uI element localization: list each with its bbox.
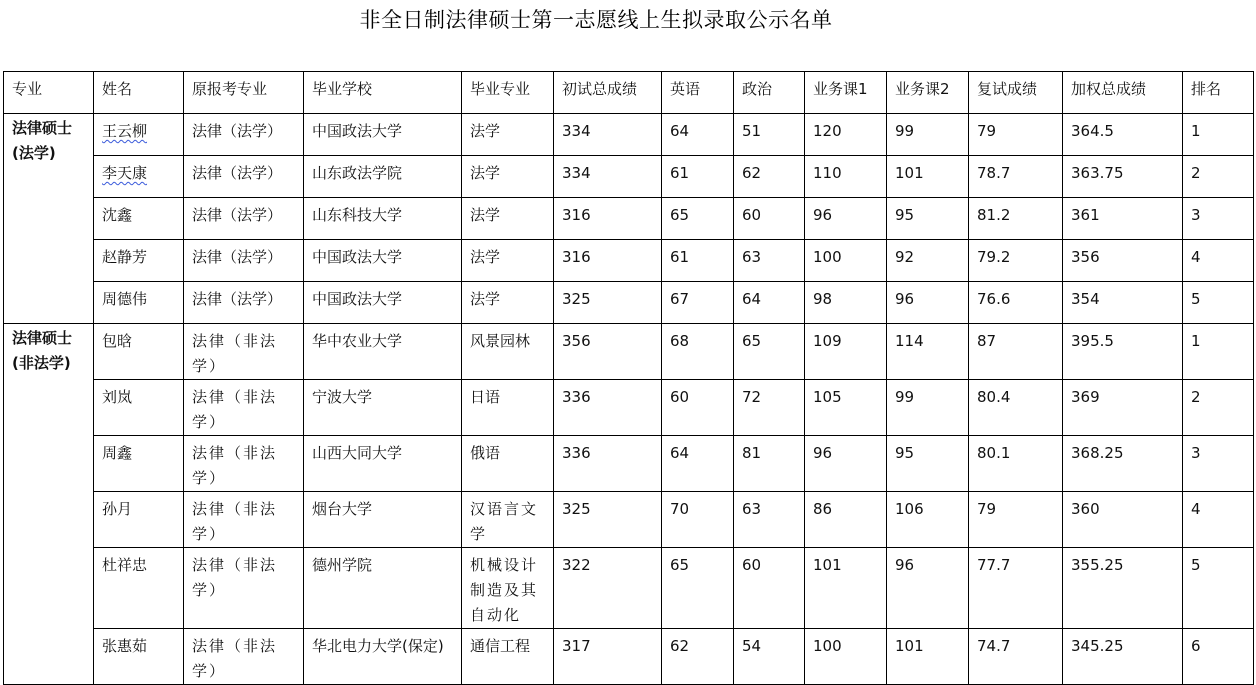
- english-score: 60: [662, 380, 734, 436]
- table-row: [4, 492, 1254, 548]
- politics-score: 63: [734, 240, 805, 282]
- english-score: 65: [662, 198, 734, 240]
- graduate-major: 机械设计制造及其自动化: [462, 548, 554, 629]
- retest-score: 79.2: [969, 240, 1063, 282]
- english-score: 64: [662, 114, 734, 156]
- retest-score: 87: [969, 324, 1063, 380]
- initial-score: 356: [554, 324, 662, 380]
- admission-table: [3, 71, 1254, 685]
- rank: 3: [1183, 198, 1254, 240]
- graduate-major: 法学: [462, 156, 554, 198]
- student-name: 周鑫: [94, 436, 184, 492]
- retest-score: 77.7: [969, 548, 1063, 629]
- student-name: 孙月: [94, 492, 184, 548]
- retest-score: 79: [969, 492, 1063, 548]
- graduate-school: 山东政法学院: [304, 156, 462, 198]
- initial-score: 317: [554, 629, 662, 685]
- applied-major: 法律（法学）: [184, 240, 304, 282]
- politics-score: 60: [734, 548, 805, 629]
- table-row: [4, 548, 1254, 629]
- initial-score: 334: [554, 156, 662, 198]
- politics-score: 64: [734, 282, 805, 324]
- graduate-school: 华北电力大学(保定): [304, 629, 462, 685]
- student-name: 包晗: [94, 324, 184, 380]
- header-course1: 业务课1: [805, 72, 887, 114]
- course2-score: 101: [887, 156, 969, 198]
- graduate-major: 日语: [462, 380, 554, 436]
- graduate-major: 法学: [462, 282, 554, 324]
- politics-score: 72: [734, 380, 805, 436]
- course2-score: 99: [887, 114, 969, 156]
- course1-score: 109: [805, 324, 887, 380]
- header-english: 英语: [662, 72, 734, 114]
- graduate-school: 宁波大学: [304, 380, 462, 436]
- graduate-major: 风景园林: [462, 324, 554, 380]
- student-name: 刘岚: [94, 380, 184, 436]
- table-row: [4, 114, 1254, 156]
- english-score: 61: [662, 156, 734, 198]
- major-group-label: 法律硕士: [12, 119, 73, 137]
- graduate-school: 华中农业大学: [304, 324, 462, 380]
- graduate-major: 法学: [462, 240, 554, 282]
- course2-score: 96: [887, 282, 969, 324]
- rank: 4: [1183, 240, 1254, 282]
- english-score: 65: [662, 548, 734, 629]
- weighted-score: 369: [1063, 380, 1183, 436]
- course1-score: 110: [805, 156, 887, 198]
- student-name: 沈鑫: [94, 198, 184, 240]
- header-rank: 排名: [1183, 72, 1254, 114]
- course2-score: 96: [887, 548, 969, 629]
- student-name: 张惠茹: [94, 629, 184, 685]
- weighted-score: 356: [1063, 240, 1183, 282]
- graduate-school: 中国政法大学: [304, 240, 462, 282]
- initial-score: 325: [554, 492, 662, 548]
- weighted-score: 360: [1063, 492, 1183, 548]
- graduate-school: 山东科技大学: [304, 198, 462, 240]
- retest-score: 79: [969, 114, 1063, 156]
- initial-score: 322: [554, 548, 662, 629]
- retest-score: 78.7: [969, 156, 1063, 198]
- rank: 1: [1183, 324, 1254, 380]
- course1-score: 105: [805, 380, 887, 436]
- weighted-score: 364.5: [1063, 114, 1183, 156]
- retest-score: 80.1: [969, 436, 1063, 492]
- course1-score: 96: [805, 198, 887, 240]
- english-score: 67: [662, 282, 734, 324]
- graduate-school: 山西大同大学: [304, 436, 462, 492]
- rank: 5: [1183, 548, 1254, 629]
- course2-score: 95: [887, 198, 969, 240]
- weighted-score: 355.25: [1063, 548, 1183, 629]
- course1-score: 96: [805, 436, 887, 492]
- initial-score: 325: [554, 282, 662, 324]
- applied-major: 法律（法学）: [184, 114, 304, 156]
- initial-score: 316: [554, 198, 662, 240]
- politics-score: 63: [734, 492, 805, 548]
- weighted-score: 361: [1063, 198, 1183, 240]
- student-name: 李天康: [94, 156, 184, 198]
- header-degree: 毕业专业: [462, 72, 554, 114]
- rank: 4: [1183, 492, 1254, 548]
- student-name: 王云柳: [94, 114, 184, 156]
- header-major: 专业: [4, 72, 94, 114]
- rank: 6: [1183, 629, 1254, 685]
- header-retest-score: 复试成绩: [969, 72, 1063, 114]
- student-name: 赵静芳: [94, 240, 184, 282]
- student-name: 杜祥忠: [94, 548, 184, 629]
- weighted-score: 368.25: [1063, 436, 1183, 492]
- major-group-sublabel: (非法学): [12, 354, 71, 372]
- initial-score: 336: [554, 436, 662, 492]
- weighted-score: 354: [1063, 282, 1183, 324]
- major-group-law: [4, 114, 94, 324]
- header-school: 毕业学校: [304, 72, 462, 114]
- weighted-score: 363.75: [1063, 156, 1183, 198]
- course2-score: 114: [887, 324, 969, 380]
- applied-major: 法律（法学）: [184, 156, 304, 198]
- graduate-major: 法学: [462, 198, 554, 240]
- graduate-major: 俄语: [462, 436, 554, 492]
- rank: 2: [1183, 380, 1254, 436]
- document-title: 非全日制法律硕士第一志愿线上生拟录取公示名单: [359, 8, 833, 32]
- applied-major: 法律（法学）: [184, 282, 304, 324]
- table-row: [4, 629, 1254, 685]
- course2-score: 95: [887, 436, 969, 492]
- initial-score: 336: [554, 380, 662, 436]
- course1-score: 100: [805, 629, 887, 685]
- graduate-major: 法学: [462, 114, 554, 156]
- graduate-major: 汉语言文学: [462, 492, 554, 548]
- table-row: [4, 380, 1254, 436]
- rank: 3: [1183, 436, 1254, 492]
- politics-score: 60: [734, 198, 805, 240]
- retest-score: 80.4: [969, 380, 1063, 436]
- graduate-school: 德州学院: [304, 548, 462, 629]
- graduate-school: 中国政法大学: [304, 282, 462, 324]
- applied-major: 法律（非法学）: [184, 629, 304, 685]
- table-row: [4, 436, 1254, 492]
- header-politics: 政治: [734, 72, 805, 114]
- english-score: 64: [662, 436, 734, 492]
- initial-score: 334: [554, 114, 662, 156]
- applied-major: 法律（非法学）: [184, 548, 304, 629]
- table-row: [4, 282, 1254, 324]
- applied-major: 法律（非法学）: [184, 492, 304, 548]
- retest-score: 74.7: [969, 629, 1063, 685]
- major-group-nonlaw: [4, 324, 94, 685]
- english-score: 70: [662, 492, 734, 548]
- course2-score: 99: [887, 380, 969, 436]
- politics-score: 54: [734, 629, 805, 685]
- student-name: 周德伟: [94, 282, 184, 324]
- retest-score: 76.6: [969, 282, 1063, 324]
- course2-score: 106: [887, 492, 969, 548]
- course1-score: 98: [805, 282, 887, 324]
- header-weighted-score: 加权总成绩: [1063, 72, 1183, 114]
- rank: 2: [1183, 156, 1254, 198]
- applied-major: 法律（非法学）: [184, 436, 304, 492]
- politics-score: 62: [734, 156, 805, 198]
- weighted-score: 345.25: [1063, 629, 1183, 685]
- graduate-major: 通信工程: [462, 629, 554, 685]
- applied-major: 法律（法学）: [184, 198, 304, 240]
- course1-score: 86: [805, 492, 887, 548]
- course1-score: 120: [805, 114, 887, 156]
- rank: 1: [1183, 114, 1254, 156]
- politics-score: 51: [734, 114, 805, 156]
- major-group-sublabel: (法学): [12, 144, 56, 162]
- graduate-school: 中国政法大学: [304, 114, 462, 156]
- header-course2: 业务课2: [887, 72, 969, 114]
- graduate-school: 烟台大学: [304, 492, 462, 548]
- politics-score: 65: [734, 324, 805, 380]
- course1-score: 100: [805, 240, 887, 282]
- course2-score: 92: [887, 240, 969, 282]
- major-group-label: 法律硕士: [12, 329, 73, 347]
- header-name: 姓名: [94, 72, 184, 114]
- weighted-score: 395.5: [1063, 324, 1183, 380]
- table-header-row: [4, 72, 1254, 114]
- header-initial-score: 初试总成绩: [554, 72, 662, 114]
- english-score: 62: [662, 629, 734, 685]
- applied-major: 法律（非法学）: [184, 380, 304, 436]
- english-score: 68: [662, 324, 734, 380]
- politics-score: 81: [734, 436, 805, 492]
- retest-score: 81.2: [969, 198, 1063, 240]
- course1-score: 101: [805, 548, 887, 629]
- course2-score: 101: [887, 629, 969, 685]
- initial-score: 316: [554, 240, 662, 282]
- table-row: [4, 240, 1254, 282]
- header-applied-major: 原报考专业: [184, 72, 304, 114]
- table-row: [4, 198, 1254, 240]
- english-score: 61: [662, 240, 734, 282]
- rank: 5: [1183, 282, 1254, 324]
- applied-major: 法律（非法学）: [184, 324, 304, 380]
- table-row: [4, 156, 1254, 198]
- table-row: [4, 324, 1254, 380]
